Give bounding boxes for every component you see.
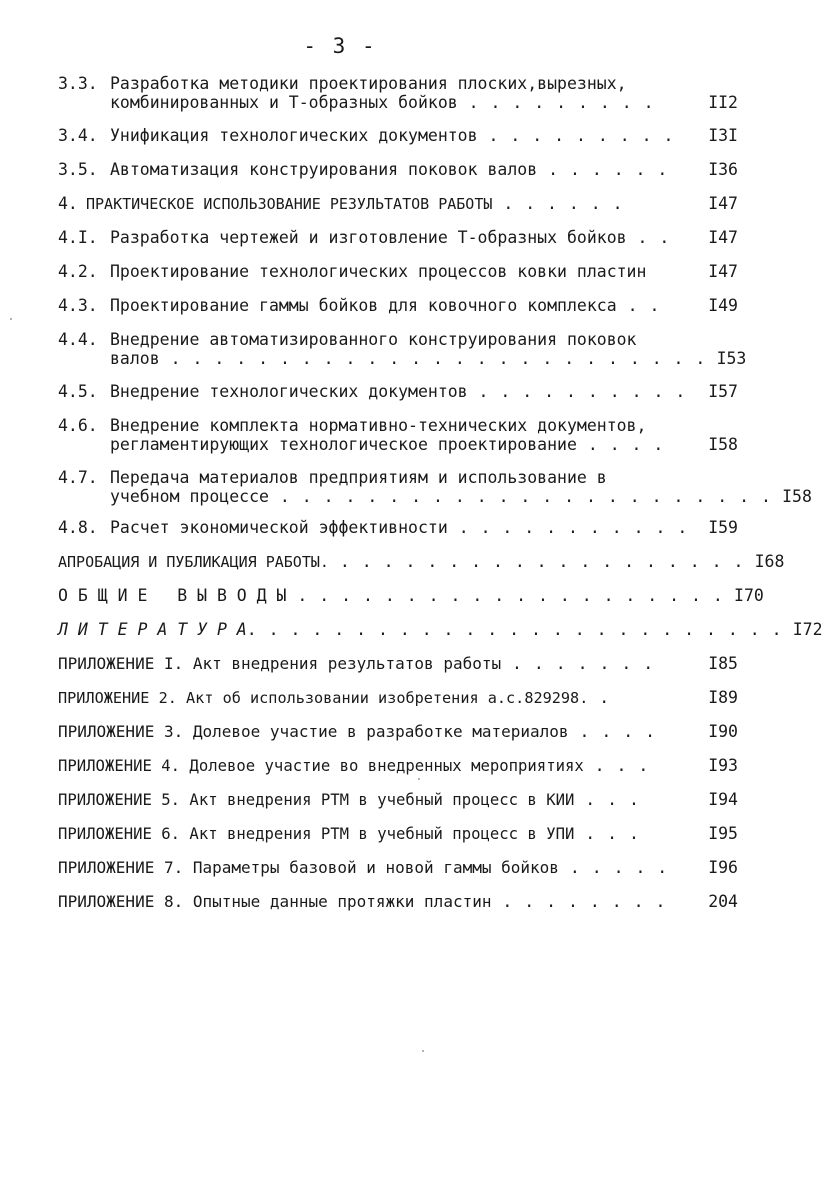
entry-title-row	[58, 790, 738, 810]
entry-number: 4.	[58, 194, 78, 213]
entry-page: I96	[708, 858, 738, 877]
entry-title: АПРОБАЦИЯ И ПУБЛИКАЦИЯ РАБОТЫ.	[58, 553, 329, 571]
entry-number: 4.7.	[58, 468, 98, 487]
entry-page: I36	[708, 160, 738, 179]
dot-leader: . . . . . . . . .	[477, 126, 675, 145]
toc-entry-appendix-5	[58, 790, 738, 810]
entry-title-row	[58, 487, 812, 506]
entry-title-row	[58, 824, 738, 844]
toc-entry-4-1	[58, 228, 738, 247]
entry-title-row	[58, 722, 738, 741]
entry-title: ПРИЛОЖЕНИЕ 7. Параметры базовой и новой гаммы бойков	[58, 858, 559, 877]
entry-page: I90	[708, 722, 738, 741]
entry-title: Внедрение технологических документов	[110, 382, 468, 401]
entry-page: I94	[708, 790, 738, 809]
toc-entry-4-2	[58, 262, 738, 281]
dot-leader: . . . .	[576, 435, 665, 454]
entry-title-row	[58, 93, 738, 112]
toc-entry-appendix-6	[58, 824, 738, 844]
dot-leader: . . . . . . . . . .	[467, 382, 687, 401]
entry-title-row	[58, 654, 738, 673]
toc-entry-4-6	[58, 416, 738, 454]
entry-page: I47	[708, 194, 738, 213]
entry-number: 4.2.	[58, 262, 98, 281]
entry-number: 4.8.	[58, 518, 98, 537]
dot-leader: . . . . . .	[492, 194, 624, 213]
entry-title: Проектирование гаммы бойков для ковочного комплекса	[110, 296, 617, 315]
dot-leader: . .	[626, 228, 671, 247]
entry-page: I57	[708, 382, 738, 401]
entry-title: ПРИЛОЖЕНИЕ 3. Долевое участие в разработке материалов	[58, 722, 569, 741]
toc-entry-4-3	[58, 296, 738, 315]
entry-page: I93	[708, 756, 738, 775]
entry-page: I68	[754, 552, 785, 571]
toc-entry-appendix-7	[58, 858, 738, 877]
entry-title-row	[58, 688, 738, 708]
toc-entry-appendix-1	[58, 654, 738, 673]
entry-title: ПРИЛОЖЕНИЕ I. Акт внедрения результатов работы	[58, 654, 502, 673]
dot-leader: . . . . .	[558, 858, 669, 877]
entry-title-row	[58, 228, 738, 247]
toc-entry-literature	[58, 620, 823, 639]
dot-leader: . . .	[574, 790, 640, 809]
entry-title: ПРИЛОЖЕНИЕ 8. Опытные данные протяжки пластин	[58, 892, 492, 911]
dot-leader: . . . . . . . . .	[457, 93, 655, 112]
dot-leader: . . . . . . . . . . . . . . . . . . . .	[286, 586, 724, 605]
dot-leader: . . .	[574, 824, 640, 843]
entry-title-line1: Внедрение комплекта нормативно-технических документов,	[110, 416, 647, 435]
dot-leader: . . . . . . .	[501, 654, 655, 673]
dot-leader: . . . . . . . . . . . . . . . . . . . . . . . . .	[159, 349, 707, 368]
entry-title-row	[58, 435, 738, 454]
toc-entry-appendix-3	[58, 722, 738, 741]
dot-leader: . . . .	[568, 722, 657, 741]
entry-title-row	[58, 620, 823, 639]
entry-page: I89	[708, 688, 738, 707]
dot-leader: . . . . . . . . . . . . . . . . . . . . . . . . .	[246, 620, 783, 639]
entry-page: I53	[716, 349, 747, 368]
entry-title: ПРИЛОЖЕНИЕ 6. Акт внедрения РТМ в учебный процесс в УПИ	[58, 825, 575, 843]
toc-entry-4-4	[58, 330, 747, 368]
entry-number: 3.4.	[58, 126, 98, 145]
entry-number: 4.I.	[58, 228, 98, 247]
entry-title: Проектирование технологических процессов ковки пластин	[110, 262, 647, 281]
entry-page: 204	[708, 892, 738, 911]
toc-entry-appendix-2	[58, 688, 738, 708]
entry-number: 4.4.	[58, 330, 98, 349]
entry-title: Л И Т Е Р А Т У Р А	[58, 620, 247, 639]
entry-title: Автоматизация конструирования поковок валов	[110, 160, 538, 179]
entry-title-row	[58, 194, 738, 214]
entry-title-line1: Разработка методики проектирования плоских,вырезных,	[110, 74, 627, 93]
entry-number: 3.5.	[58, 160, 98, 179]
entry-title-line1: Передача материалов предприятиям и использование в	[110, 468, 607, 487]
page-number: - 3 -	[303, 34, 377, 58]
entry-number: 4.6.	[58, 416, 98, 435]
entry-title-row	[58, 160, 738, 179]
entry-title-row	[58, 586, 764, 605]
entry-title-row	[58, 756, 738, 776]
entry-title: комбинированных и Т-образных бойков	[110, 93, 458, 112]
scan-speck	[10, 318, 12, 320]
dot-leader: . . . . . .	[537, 160, 669, 179]
entry-number: 3.3.	[58, 74, 98, 93]
entry-title-row	[58, 382, 738, 401]
entry-page: I47	[708, 228, 738, 247]
dot-leader: . . . . . . . . . . .	[447, 518, 689, 537]
entry-page: I49	[708, 296, 738, 315]
toc-entry-appendix-4	[58, 756, 738, 776]
entry-page: I70	[734, 586, 764, 605]
toc-entry-4	[58, 194, 738, 214]
toc-entry-conclusions	[58, 586, 764, 605]
entry-title-row	[58, 126, 738, 145]
dot-leader: . . . . . . . . . . . . . . . . . . .	[328, 552, 745, 571]
toc-entry-appendix-8	[58, 892, 738, 911]
entry-title: О Б Щ И Е В Ы В О Д Ы	[58, 586, 287, 605]
entry-page: II2	[708, 93, 738, 112]
toc-entry-3-5	[58, 160, 738, 179]
entry-title-row	[58, 518, 738, 537]
entry-title: ПРАКТИЧЕСКОЕ ИСПОЛЬЗОВАНИЕ РЕЗУЛЬТАТОВ РАБОТЫ	[86, 195, 493, 213]
dot-leader: . . .	[583, 756, 650, 775]
entry-title-row	[58, 892, 738, 911]
entry-number: 4.5.	[58, 382, 98, 401]
toc-entry-4-7	[58, 468, 812, 506]
toc-entry-4-8	[58, 518, 738, 537]
entry-page: I58	[708, 435, 738, 454]
toc-entry-4-5	[58, 382, 738, 401]
entry-title: регламентирующих технологическое проектирование	[110, 435, 577, 454]
scan-speck	[418, 778, 420, 780]
dot-leader: . . . . . . . . . . . . . . . . . . . . . . .	[268, 487, 772, 506]
toc-entry-approbation	[58, 552, 785, 572]
entry-number: 4.3.	[58, 296, 98, 315]
entry-title-row	[58, 296, 738, 315]
entry-title: ПРИЛОЖЕНИЕ 2. Акт об использовании изобретения а.с.829298.	[58, 689, 589, 707]
entry-title: учебном процессе	[110, 487, 269, 506]
entry-title: Унификация технологических документов	[110, 126, 478, 145]
entry-title-line1: Внедрение автоматизированного конструирования поковок	[110, 330, 637, 349]
entry-title: Расчет экономической эффективности	[110, 518, 448, 537]
entry-title: Разработка чертежей и изготовление Т-образных бойков	[110, 228, 627, 247]
toc-entry-3-4	[58, 126, 738, 145]
entry-title-row	[58, 552, 785, 572]
entry-title-row	[58, 858, 738, 877]
entry-title-row	[58, 349, 747, 368]
entry-title: валов	[110, 349, 160, 368]
entry-title: ПРИЛОЖЕНИЕ 4. Долевое участие во внедренных мероприятиях	[58, 757, 584, 775]
entry-page: I59	[708, 518, 738, 537]
entry-page: I58	[782, 487, 812, 506]
toc-entry-3-3	[58, 74, 738, 112]
entry-title-row	[58, 262, 738, 281]
entry-page: I3I	[708, 126, 738, 145]
entry-page: I95	[708, 824, 738, 843]
entry-title: ПРИЛОЖЕНИЕ 5. Акт внедрения РТМ в учебный процесс в КИИ	[58, 791, 575, 809]
scan-speck	[422, 1050, 424, 1052]
entry-page: I85	[708, 654, 738, 673]
entry-page: I72	[792, 620, 823, 639]
dot-leader: . . . . . . . .	[491, 892, 667, 911]
dot-leader: .	[588, 688, 611, 707]
entry-page: I47	[708, 262, 738, 281]
dot-leader: . .	[616, 296, 661, 315]
